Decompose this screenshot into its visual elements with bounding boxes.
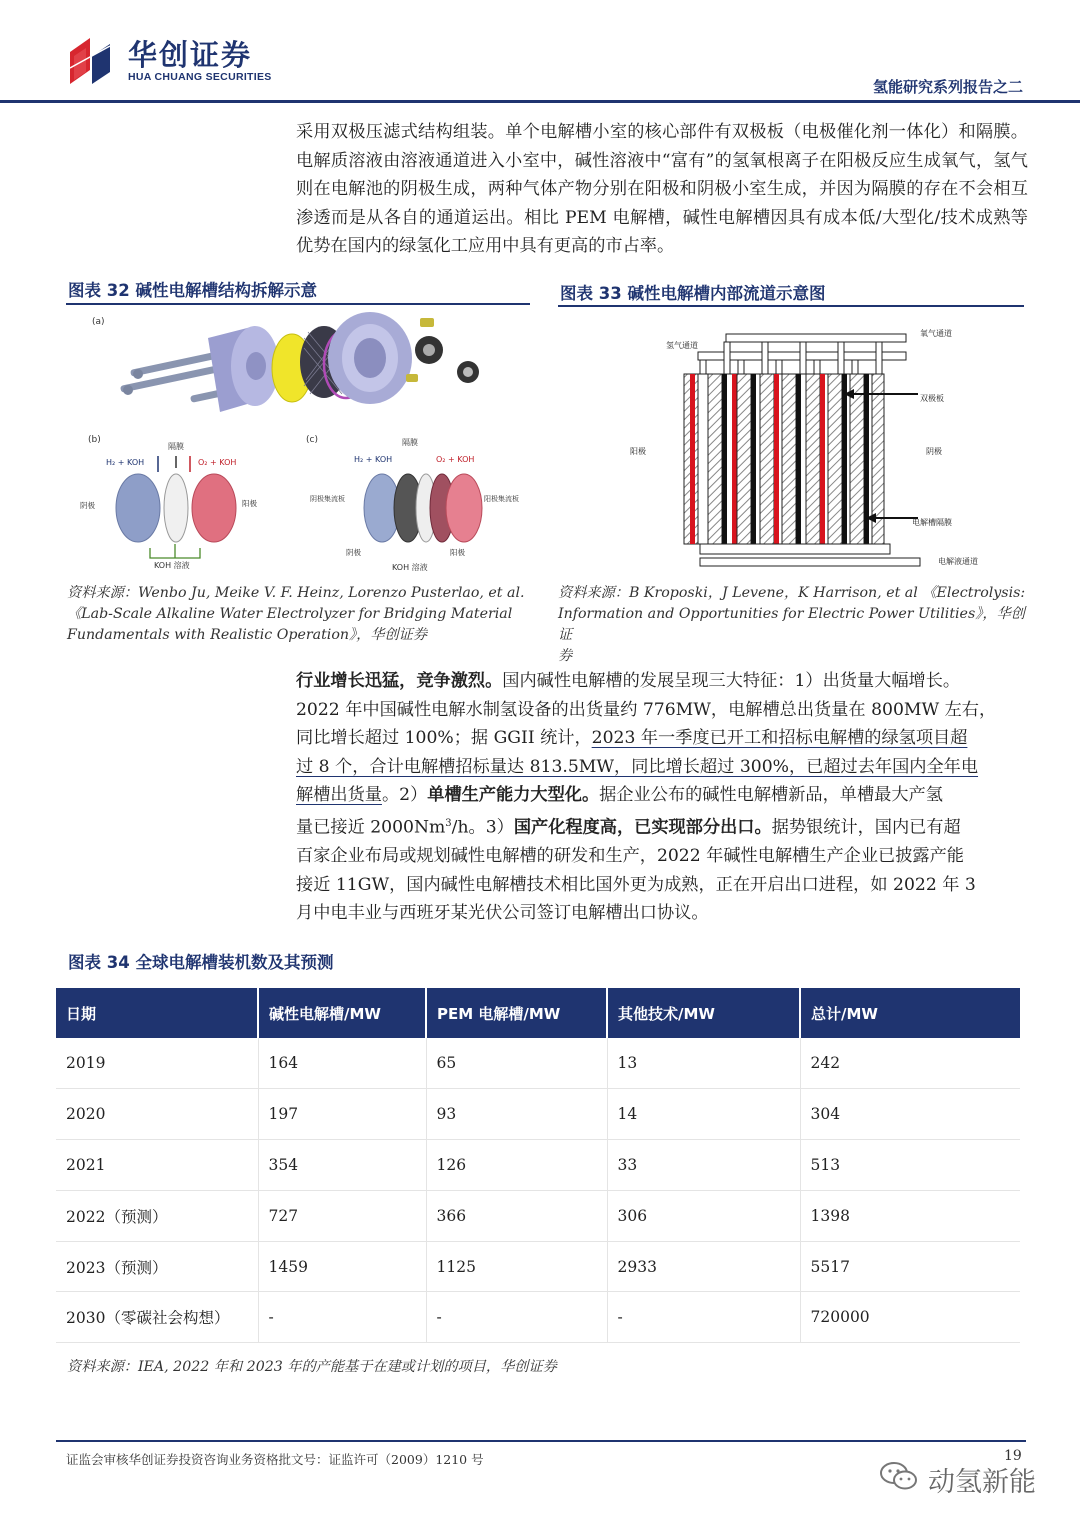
table-cell: 304 (800, 1089, 1020, 1140)
table-header-cell: PEM 电解槽/MW (426, 988, 607, 1038)
figure-32-title: 图表 32 碱性电解槽结构拆解示意 (68, 281, 317, 300)
figure-33-rule (558, 305, 1024, 307)
table-34-source: 资料来源：IEA, 2022 年和 2023 年的产能基于在建或计划的项目，华创证券 (67, 1359, 557, 1375)
svg-text:阳极集流板: 阳极集流板 (484, 495, 519, 503)
end-plate-right (328, 312, 412, 404)
table-row (56, 1038, 1020, 1089)
table-cell: 13 (607, 1038, 800, 1089)
table-cell: 2019 (56, 1038, 258, 1089)
figure-33-source: 资料来源：B Kroposki，J Levene，K Harrison, et al 《Electrolysis: Information and Opportunities for Electric Power Utilities》，华创证 券 (558, 585, 1026, 664)
table-cell: 242 (800, 1038, 1020, 1089)
table-row (56, 1292, 1020, 1343)
svg-text:O₂ + KOH: O₂ + KOH (436, 455, 475, 464)
logo-icon (70, 38, 120, 84)
table-cell: 126 (426, 1140, 607, 1191)
end-plate (208, 326, 279, 412)
svg-text:O₂ + KOH: O₂ + KOH (198, 458, 237, 467)
intro-paragraph: 采用双极压滤式结构组装。单个电解槽小室的核心部件有双极板（电极催化剂一体化）和隔膜。电解质溶液由溶液通道进入小室中，碱性溶液中“富有”的氢氧根离子在阳极反应生成氧气，氢气则在电解池的阴极生成，两种气体产物分别在阳极和阴极小室生成，并因为隔膜的存在不会相互渗透而是从各自的通道运出。相比 PEM 电解槽，碱性电解槽因具有成本低/大型化/技术成熟等优势在国内的绿氢化工应用中具有更高的市占率。 (296, 122, 1028, 257)
svg-text:KOH 溶液: KOH 溶液 (154, 561, 190, 570)
table-cell: 5517 (800, 1241, 1020, 1292)
table-header-row (56, 988, 1020, 1038)
table-cell: 720000 (800, 1292, 1020, 1343)
report-series-title: 氢能研究系列报告之二 (872, 78, 1023, 96)
svg-text:阴极: 阴极 (346, 548, 361, 557)
footer-license-text: 证监会审核华创证券投资咨询业务资格批文号：证监许可（2009）1210 号 (66, 1452, 484, 1467)
table-row (56, 1241, 1020, 1292)
table-header-cell: 总计/MW (800, 988, 1020, 1038)
table-cell: 306 (607, 1190, 800, 1241)
table-cell: 2030（零碳社会构想） (56, 1292, 258, 1343)
figure-33-diagram (620, 322, 1020, 572)
svg-text:电解槽隔膜: 电解槽隔膜 (912, 518, 952, 527)
svg-text:隔膜: 隔膜 (168, 442, 184, 451)
table-header-cell: 碱性电解槽/MW (258, 988, 426, 1038)
logo-english-name: HUA CHUANG SECURITIES (128, 71, 272, 83)
svg-text:氢气通道: 氢气通道 (666, 341, 698, 350)
table-cell: 1125 (426, 1241, 607, 1292)
table-cell: 33 (607, 1140, 800, 1191)
svg-text:阴极: 阴极 (80, 501, 95, 510)
svg-text:阳极: 阳极 (630, 447, 646, 456)
svg-text:隔膜: 隔膜 (402, 438, 418, 447)
figure-32-rule (66, 303, 530, 305)
table-cell: 197 (258, 1089, 426, 1140)
watermark (880, 1460, 1036, 1499)
header-divider (0, 100, 1080, 103)
industry-paragraph: 行业增长迅猛，竞争激烈。国内碱性电解槽的发展呈现三大特征：1）出货量大幅增长。 2022 年中国碱性电解水制氢设备的出货量约 776MW，电解槽总出货量在 800MW 左右， 同比增长超过 100%；据 GGII 统计，2023 年一季度已开工和招标电解槽的绿氢项目超 过 8 个，合计电解槽招标量达 813.5MW，同比增长超过 300%，已超过去年国内全年电 解槽出货量。2）单槽生产能力大型化。据企业公布的碱性电解槽新品，单槽最大产氢 量已接近 2000Nm$^3$/h。3）国产化程度高，已实现部分出口。据势银统计，国内已有超 百家企业布局或规划碱性电解槽的研发和生产，2022 年碱性电解槽生产企业已披露产能 接近 11GW，国内碱性电解槽技术相比国外更为成熟，正在开启出口进程，如 2022 年 3 月中电丰业与西班牙某光伏公司签订电解槽出口协议。 (296, 671, 997, 924)
table-header-cell: 日期 (56, 988, 258, 1038)
svg-text:阴极: 阴极 (926, 447, 942, 456)
figure-33-title: 图表 33 碱性电解槽内部流道示意图 (560, 284, 826, 303)
wechat-icon (880, 1461, 918, 1498)
table-cell: - (258, 1292, 426, 1343)
table-cell: 2933 (607, 1241, 800, 1292)
table-cell: 2023（预测） (56, 1241, 258, 1292)
fig32-label-a: (a) (92, 317, 105, 327)
table-cell: 2021 (56, 1140, 258, 1191)
figure-32-diagram (80, 308, 520, 576)
svg-text:(c): (c) (306, 435, 318, 445)
svg-text:KOH 溶液: KOH 溶液 (392, 563, 428, 572)
table-cell: 2022（预测） (56, 1190, 258, 1241)
svg-text:(b): (b) (88, 435, 101, 445)
table-cell: 366 (426, 1190, 607, 1241)
table-cell: 164 (258, 1038, 426, 1089)
table-34-title: 图表 34 全球电解槽装机数及其预测 (68, 953, 334, 972)
svg-text:H₂ + KOH: H₂ + KOH (354, 455, 393, 464)
svg-text:阴极集流板: 阴极集流板 (310, 495, 345, 503)
page-header (0, 0, 1080, 106)
footer-divider (56, 1440, 1026, 1442)
figure-32-source: 资料来源：Wenbo Ju, Meike V. F. Heinz, Lorenzo Pusterlao, et al. 《Lab-Scale Alkaline Water Electrolyzer for Bridging Material Fundamentals with Realistic Operation》，华创证券 (67, 585, 525, 643)
watermark-text: 动氢新能 (928, 1467, 1036, 1498)
table-row (56, 1089, 1020, 1140)
logo-chinese-name: 华创证券 (128, 38, 253, 72)
svg-text:阳极: 阳极 (450, 548, 465, 557)
svg-text:双极板: 双极板 (920, 394, 944, 403)
table-cell: 354 (258, 1140, 426, 1191)
electrolyzer-capacity-table (56, 988, 1020, 1343)
table-cell: 2020 (56, 1089, 258, 1140)
table-cell: 513 (800, 1140, 1020, 1191)
svg-text:阳极: 阳极 (242, 499, 257, 508)
table-row (56, 1140, 1020, 1191)
table-cell: - (426, 1292, 607, 1343)
table-header-cell: 其他技术/MW (607, 988, 800, 1038)
table-cell: 1459 (258, 1241, 426, 1292)
company-logo (70, 38, 272, 84)
table-cell: 1398 (800, 1190, 1020, 1241)
page-number: 19 (1004, 1448, 1022, 1464)
svg-text:氧气通道: 氧气通道 (920, 329, 952, 338)
svg-text:H₂ + KOH: H₂ + KOH (106, 458, 145, 467)
table-row (56, 1190, 1020, 1241)
electrolyzer-cells (684, 374, 884, 544)
svg-text:电解液通道: 电解液通道 (938, 557, 978, 566)
table-cell: - (607, 1292, 800, 1343)
table-cell: 65 (426, 1038, 607, 1089)
table-cell: 93 (426, 1089, 607, 1140)
table-cell: 727 (258, 1190, 426, 1241)
table-cell: 14 (607, 1089, 800, 1140)
